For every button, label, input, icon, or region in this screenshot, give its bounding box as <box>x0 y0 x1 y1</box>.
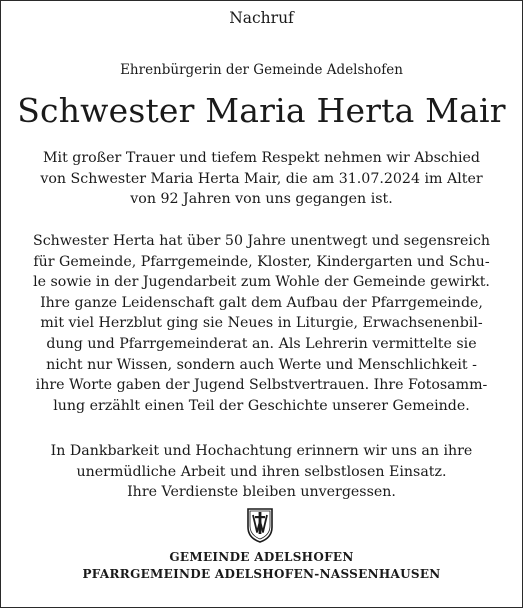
text-line: für Gemeinde, Pfarrgemeinde, Kloster, Kindergarten und Schu- <box>33 253 490 270</box>
text-line: dung und Pfarrgemeinderat an. Als Lehrerin vermittelte sie <box>46 335 477 352</box>
text-line: Ihre ganze Leidenschaft galt dem Aufbau der Pfarrgemeinde, <box>40 294 483 311</box>
text-line: unermüdliche Arbeit und ihren selbstlosen Einsatz. <box>76 463 447 480</box>
text-line: Ihre Verdienste bleiben unvergessen. <box>127 484 396 501</box>
paragraph-gratitude <box>0 441 523 503</box>
text-line: Mit großer Trauer und tiefem Respekt nehmen wir Abschied <box>43 150 480 166</box>
deceased-name: Schwester Maria Herta Mair <box>17 91 506 130</box>
text-line: mit viel Herzblut ging sie Neues in Liturgie, Erwachsenenbil- <box>40 315 483 332</box>
text-line: In Dankbarkeit und Hochachtung erinnern wir uns an ihre <box>50 443 473 459</box>
paragraph-farewell <box>0 148 523 210</box>
text-line: von 92 Jahren von uns gegangen ist. <box>130 191 393 208</box>
text-line: lung erzählt einen Teil der Geschichte unserer Gemeinde. <box>53 397 470 414</box>
text-line: le sowie in der Jugendarbeit zum Wohle der Gemeinde gewirkt. <box>33 274 490 291</box>
text-line: nicht nur Wissen, sondern auch Werte und Menschlichkeit - <box>46 356 477 373</box>
text-line: Schwester Herta hat über 50 Jahre unentwegt und segensreich <box>32 233 491 249</box>
paragraph-biography <box>0 231 523 416</box>
text-line: von Schwester Maria Herta Mair, die am 31.07.2024 im Alter <box>40 170 483 187</box>
text-line: ihre Worte gaben der Jugend Selbstvertrauen. Ihre Fotosamm- <box>35 377 488 394</box>
notice-heading: Nachruf <box>229 9 294 27</box>
signature-parish: PFARRGEMEINDE ADELSHOFEN-NASSENHAUSEN <box>82 567 441 581</box>
coat-of-arms-icon <box>246 507 274 543</box>
notice-subheading: Ehrenbürgerin der Gemeinde Adelshofen <box>120 62 403 78</box>
signature-municipality: GEMEINDE ADELSHOFEN <box>169 550 354 564</box>
